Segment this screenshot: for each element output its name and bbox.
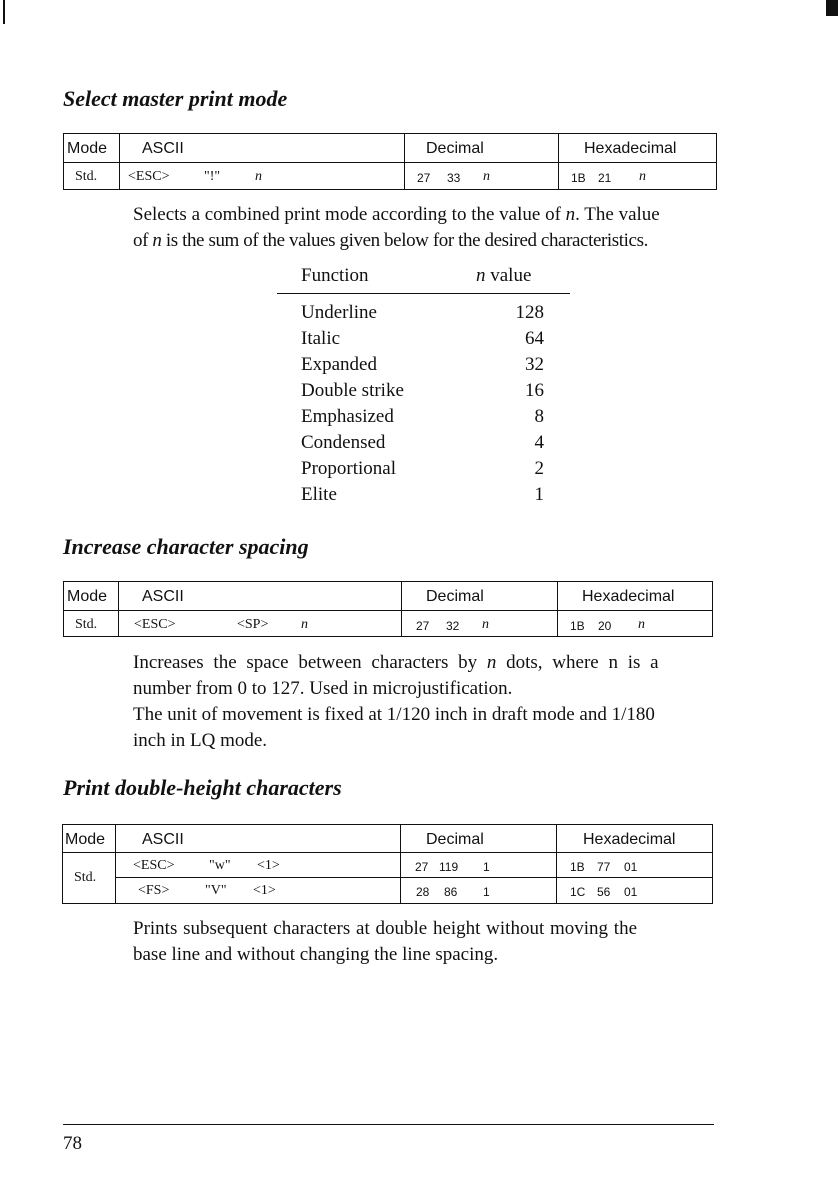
ascii-char: "!": [204, 169, 221, 184]
spacing-description-line-4: inch in LQ mode.: [133, 730, 268, 751]
decimal-b: 33: [447, 171, 461, 185]
section-heading-character-spacing: Increase character spacing: [63, 534, 309, 559]
page-number: 78: [63, 1133, 82, 1154]
hex-n: n: [639, 169, 646, 184]
hex-n: n: [638, 617, 645, 632]
spacing-description-line-1: Increases the space between characters by n dots, where n is a: [133, 652, 659, 673]
function-n-value: 4: [534, 432, 544, 453]
function-n-value: 2: [534, 458, 544, 479]
hex-b: 21: [598, 171, 612, 185]
row2-decimal-a: 28: [416, 885, 430, 899]
row2-hex-c: 01: [624, 885, 638, 899]
row2-ascii-c: <1>: [253, 883, 276, 898]
row1-ascii-c: <1>: [257, 858, 280, 873]
function-name: Underline: [301, 302, 377, 323]
ascii-n: n: [255, 169, 262, 184]
command-table-master: [63, 133, 717, 190]
row1-hex-c: 01: [624, 860, 638, 874]
function-n-value: 8: [534, 406, 544, 427]
master-description-line-1: Selects a combined print mode according to the value of n. The value: [133, 204, 660, 225]
function-header: Function: [301, 265, 369, 286]
header-mode: Mode: [67, 140, 108, 157]
function-n-value: 16: [525, 380, 544, 401]
ascii-sp: <SP>: [237, 617, 269, 632]
footer-rule: [63, 1124, 714, 1125]
header-decimal: Decimal: [426, 588, 484, 605]
header-hex: Hexadecimal: [584, 140, 677, 157]
header-decimal: Decimal: [426, 831, 484, 848]
row2-ascii-a: <FS>: [138, 883, 170, 898]
function-n-value: 64: [525, 328, 544, 349]
row2-hex-a: 1C: [570, 885, 586, 899]
function-name: Proportional: [301, 458, 396, 479]
header-mode: Mode: [65, 831, 106, 848]
function-name: Emphasized: [301, 406, 394, 427]
header-hex: Hexadecimal: [583, 831, 676, 848]
row2-decimal-b: 86: [444, 885, 458, 899]
row1-ascii-b: "w": [209, 858, 231, 873]
row-mode: Std.: [74, 870, 97, 885]
function-n-value: 1: [534, 484, 544, 505]
spacing-description-line-2: number from 0 to 127. Used in microjustification.: [133, 678, 513, 699]
section-heading-master-print-mode: Select master print mode: [63, 86, 288, 111]
double-height-description-line-2: base line and without changing the line spacing.: [133, 944, 499, 965]
header-decimal: Decimal: [426, 140, 484, 157]
ascii-n: n: [301, 617, 308, 632]
row2-ascii-b: "V": [205, 883, 227, 898]
function-n-value: 32: [525, 354, 544, 375]
row1-decimal-a: 27: [415, 860, 429, 874]
row1-decimal-c: 1: [483, 860, 490, 874]
ascii-esc: <ESC>: [134, 617, 176, 632]
header-ascii: ASCII: [142, 140, 184, 157]
function-name: Condensed: [301, 432, 386, 453]
function-name: Elite: [301, 484, 337, 505]
function-table-rule: [277, 293, 570, 294]
function-name: Expanded: [301, 354, 377, 375]
row2-decimal-c: 1: [483, 885, 490, 899]
row-mode: Std.: [75, 617, 98, 632]
row1-hex-a: 1B: [570, 860, 585, 874]
command-table-spacing: [63, 581, 713, 637]
function-name: Italic: [301, 328, 341, 349]
function-n-value: 128: [515, 302, 544, 323]
decimal-b: 32: [446, 619, 460, 633]
double-height-description-line-1: Prints subsequent characters at double height without moving the: [133, 918, 638, 939]
header-hex: Hexadecimal: [582, 588, 675, 605]
spacing-description-line-3: The unit of movement is fixed at 1/120 inch in draft mode and 1/180: [133, 704, 655, 725]
hex-a: 1B: [570, 619, 585, 633]
n-value-header: n value: [476, 265, 532, 286]
row1-ascii-a: <ESC>: [133, 858, 175, 873]
row-mode: Std.: [75, 169, 98, 184]
scan-mark-right: [826, 0, 838, 16]
ascii-esc: <ESC>: [128, 169, 170, 184]
decimal-n: n: [483, 169, 490, 184]
hex-b: 20: [598, 619, 612, 633]
decimal-a: 27: [416, 619, 430, 633]
hex-a: 1B: [571, 171, 586, 185]
row1-decimal-b: 119: [439, 860, 459, 874]
scan-mark-left: [3, 0, 5, 24]
header-mode: Mode: [67, 588, 108, 605]
decimal-a: 27: [417, 171, 431, 185]
function-value-table: [277, 262, 570, 512]
decimal-n: n: [482, 617, 489, 632]
command-table-double-height: [62, 824, 713, 904]
master-description-line-2: of n is the sum of the values given below for the desired characteristics.: [133, 230, 648, 251]
section-heading-double-height: Print double-height characters: [63, 775, 342, 800]
header-ascii: ASCII: [142, 588, 184, 605]
row2-hex-b: 56: [597, 885, 611, 899]
function-name: Double strike: [301, 380, 404, 401]
header-ascii: ASCII: [142, 831, 184, 848]
row1-hex-b: 77: [597, 860, 611, 874]
